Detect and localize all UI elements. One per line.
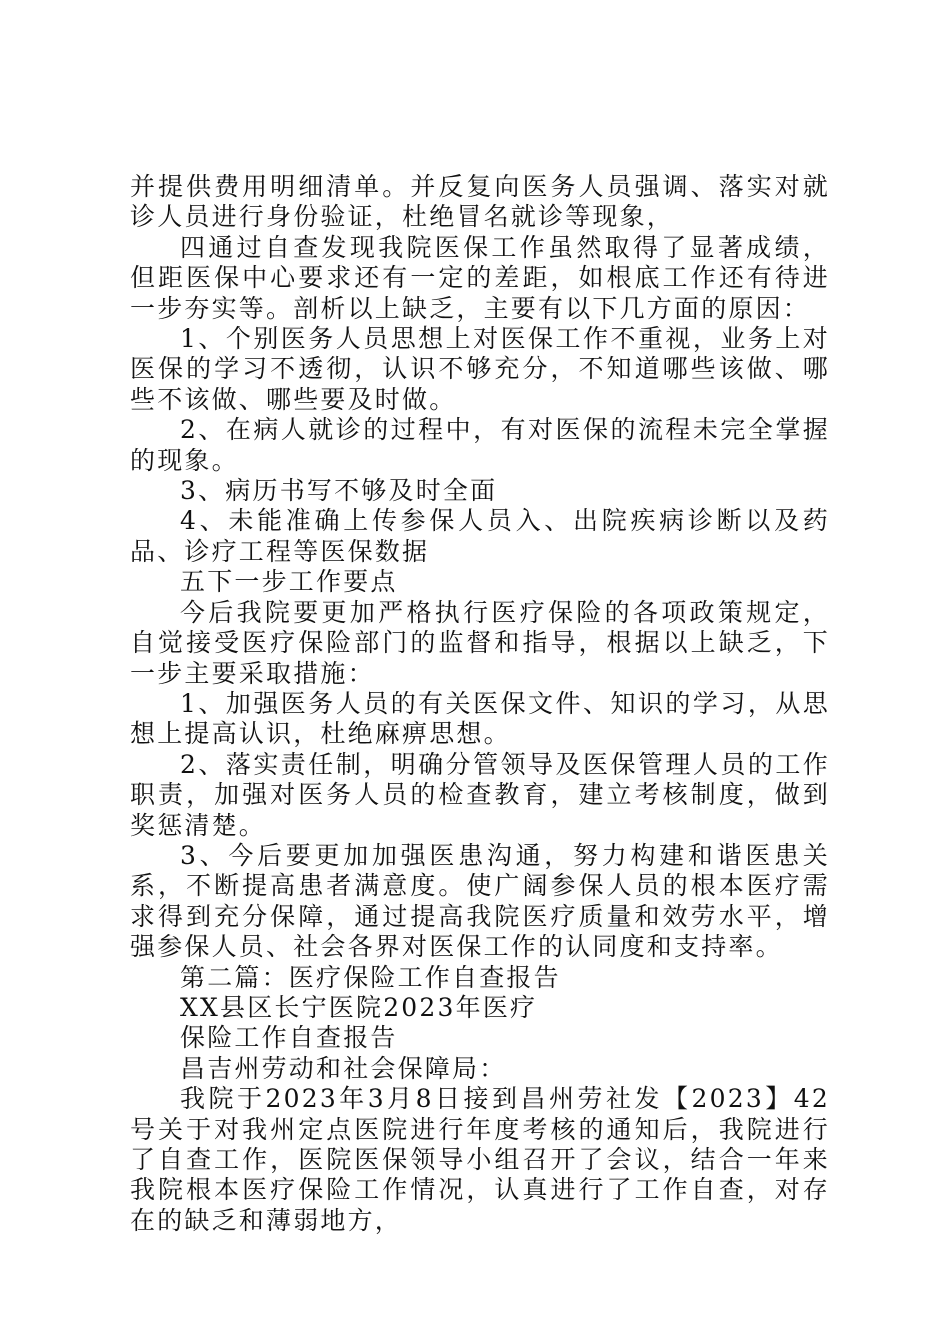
section-heading: 五下一步工作要点: [180, 567, 398, 597]
paragraph: 1、个别医务人员思想上对医保工作不重视，业务上对医保的学习不透彻，认识不够充分，不知道哪些该做、哪些不该做、哪些要及时做。: [130, 324, 830, 414]
paragraph: 1、加强医务人员的有关医保文件、知识的学习，从思想上提高认识，杜绝麻痹思想。: [130, 688, 830, 749]
paragraph: 2、在病人就诊的过程中，有对医保的流程未完全掌握的现象。: [130, 415, 830, 475]
report-title-line-2: 保险工作自查报告: [180, 1023, 398, 1053]
paragraph: 今后我院要更加严格执行医疗保险的各项政策规定，自觉接受医疗保险部门的监督和指导，根据以上缺乏，下一步主要采取措施：: [130, 597, 830, 688]
document-body: [130, 172, 830, 1236]
addressee: 昌吉州劳动和社会保障局：: [180, 1053, 507, 1083]
paragraph: 并提供费用明细清单。并反复向医务人员强调、落实对就诊人员进行身份验证，杜绝冒名就诊等现象，: [130, 172, 830, 232]
paragraph: 3、今后要更加加强医患沟通，努力构建和谐医患关系，不断提高患者满意度。使广阔参保人员的根本医疗需求得到充分保障，通过提高我院医疗质量和效劳水平，增强参保人员、社会各界对医保工作的认同度和支持率。: [130, 840, 830, 962]
paragraph: 四通过自查发现我院医保工作虽然取得了显著成绩，但距医保中心要求还有一定的差距，如根底工作还有待进一步夯实等。剖析以上缺乏，主要有以下几方面的原因：: [130, 232, 830, 323]
paragraph: 3、病历书写不够及时全面: [180, 476, 498, 506]
report-title-line-1: XX县区长宁医院2023年医疗: [180, 992, 538, 1022]
chapter-title: 第二篇：医疗保险工作自查报告: [180, 962, 561, 992]
paragraph: 4、未能准确上传参保人员入、出院疾病诊断以及药品、诊疗工程等医保数据: [130, 506, 830, 566]
paragraph: 我院于2023年3月8日接到昌州劳社发【2023】42号关于对我州定点医院进行年度考核的通知后，我院进行了自查工作，医院医保领导小组召开了会议，结合一年来我院根本医疗保险工作情况，认真进行了工作自查，对存在的缺乏和薄弱地方，: [130, 1084, 830, 1235]
paragraph: 2、落实责任制，明确分管领导及医保管理人员的工作职责，加强对医务人员的检查教育，建立考核制度，做到奖惩清楚。: [130, 749, 830, 840]
